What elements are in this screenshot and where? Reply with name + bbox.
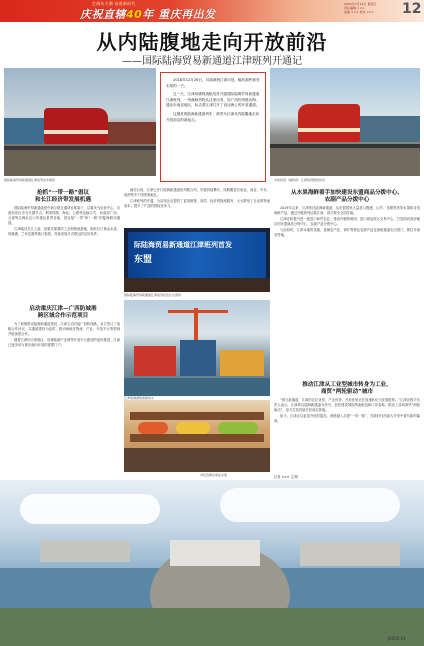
body-paragraph: 如今，江津正以更加开放的姿态，深度融入共建“一带一路”，在新时代西部大开发中谱写新的篇章。 [274, 414, 420, 423]
freight-wagons [360, 116, 420, 142]
body-paragraph: 2019年以来，江津依托陆海新通道，从东盟国家大量进口榴莲、山竹、龙眼等热带水果和各类海鲜产品，通过冷链班列运抵江津，再分拨至全国各地。 [274, 206, 420, 215]
harbor-photo [124, 300, 270, 396]
aerial-city-photo [0, 480, 424, 646]
riverbank [0, 608, 424, 646]
locomotive-stripe [44, 130, 108, 134]
port-crane-arm [168, 310, 228, 313]
city-district [300, 542, 400, 566]
section-body-dual-drive [274, 398, 420, 472]
fruit-display [218, 422, 258, 434]
masthead-title-number: 40 [126, 8, 143, 21]
container-stack [220, 350, 264, 376]
center-body-text [124, 188, 270, 226]
market-shelf [130, 434, 264, 442]
body-paragraph: 与此同时，江津本地的花椒、富硒农产品、茶叶等特色农副产品也借助通道走出国门，销往东南亚等地。 [274, 228, 420, 237]
river-water [124, 378, 270, 396]
locomotive-stripe [298, 128, 360, 132]
container-wagon [108, 122, 156, 144]
launch-ceremony-photo [124, 228, 270, 292]
page-code: J0005-01 [388, 636, 406, 641]
section-body-belt-road [8, 206, 120, 302]
masthead-date-line: 2025年3月14日 星期五 [344, 2, 377, 6]
cloud [220, 488, 400, 522]
train-photo-right [270, 68, 420, 176]
ground [4, 150, 156, 176]
screen-subline: 东盟 [134, 255, 153, 265]
screen-headline: 际陆海贸易新通道江津班列首发 [134, 241, 232, 249]
byline: 记者 ××× 文/图 [274, 475, 298, 479]
masthead-date-block [344, 2, 404, 14]
page-number: 12 [402, 1, 422, 17]
locomotive [298, 104, 360, 142]
masthead-editor-line: 责任编辑 ××× [344, 6, 365, 10]
masthead-banner [0, 0, 424, 22]
masthead-slogan: 壮阔东方潮 奋进新时代 [92, 1, 136, 6]
cloud [20, 494, 160, 524]
shoppers [124, 448, 270, 472]
city-district [170, 540, 260, 566]
stage [124, 278, 270, 292]
container-wagon [4, 118, 44, 144]
lead-paragraph: 这一天，江津珞璜物流枢纽首开通国际陆海贸易新通道江津班列，一列满载货物从这里出发，经广西钦州港出海，通达东南亚地区，标志着江津打开了直达海上的开放通道。 [166, 92, 260, 108]
fruit-display [138, 422, 168, 434]
body-paragraph: 随着江津综合保税区、珞璜临港产业城等开放平台建设的加快推进，江津已逐步成为重庆南向开放的重要门户。 [8, 338, 120, 347]
market-photo [124, 400, 270, 472]
train-photo-left-caption: 国际陆海贸易新通道江津班列发车现场 [4, 178, 56, 182]
body-paragraph: 江津地处长江上游，是重庆重要的工业和物流基地，拥有长江黄金水道、珞璜港、兰家沱港等港口资源，具备发展多式联运的良好条件。 [8, 227, 120, 236]
sub-headline: ——国际陆海贸易新通道江津班列开通记 [122, 56, 302, 67]
lead-paragraph-box [160, 72, 266, 182]
train-photo-left [4, 68, 156, 176]
port-crane [194, 308, 198, 342]
masthead-title [80, 6, 216, 22]
lead-paragraph: 这趟首班陆海新通道列车，被誉为江津从内陆腹地走向开放前沿的新起点。 [166, 111, 260, 122]
ground [270, 148, 420, 176]
body-paragraph: 截至目前，江津已开行陆海新通道班列数百列，货值持续攀升，线路覆盖东南亚、南亚、中东、欧洲等多个国家和地区。 [124, 188, 270, 197]
container-stack [180, 340, 216, 376]
section-body-fangchenggang [8, 322, 120, 472]
body-paragraph: 为了积极推动陆海新通道建设，江津主动对接广西防城港，双方签订了战略合作协议，以通道建设为纽带，推动两地在物流、产业、开放平台等领域开展深度合作。 [8, 322, 120, 336]
body-paragraph: 江津班列的开通，为沿线企业提供了更加便捷、高效、经济的物流服务，大大降低了企业的物流成本，提升了产品的国际竞争力。 [124, 199, 270, 208]
container-stack [134, 346, 176, 376]
section-body-asean-hub [274, 206, 420, 378]
fruit-display [176, 422, 210, 434]
masthead-title-part2: 年 重庆再出发 [142, 8, 216, 21]
main-headline: 从内陆腹地走向开放前沿 [96, 30, 328, 54]
locomotive [44, 108, 108, 144]
masthead-title-part1: 庆祝直辖 [80, 8, 126, 21]
section-title-asean-hub: 从水果海鲜着手加快建设东盟商品分拨中心、 农副产品分拨中心 [291, 190, 403, 203]
train-photo-right-caption: 中欧班列（渝新欧）江津班列整装待发 [274, 178, 326, 182]
launch-ceremony-caption: 国际陆海贸易新通道江津班列首发仪式现场 [124, 293, 182, 297]
body-paragraph: 江津还积极引进一批进口商贸企业，建设冷链物流园、进口商品展示交易中心，打造面向西部地区的东盟商品分拨中心、农副产品分拨中心。 [274, 217, 420, 226]
masthead-designer-line: 美编 ××× 校对 ××× [344, 10, 374, 14]
harbor-caption: 江津珞璜港集装箱码头 [124, 396, 155, 400]
body-paragraph: 国际陆海贸易新通道是中新互联互通项目框架下，以重庆为运营中心，各西部省区市为关键节点，利用铁路、海运、公路等运输方式，向南经广西、云南等沿海沿边口岸通达世界各地，是连接“一带”和“一路”的陆海联动通道。 [8, 206, 120, 225]
body-paragraph: “借力新通道，江津的区位优势、产业优势、开放优势正在加速转化为发展胜势。”江津区相关负责人表示，江津将以陆海新通道为牵引，加快建设国际物流枢纽和口岸高地，推动工业和商贸“两轮驱动”，奋力打造内陆开放前沿阵地。 [274, 398, 420, 412]
lead-paragraph: 2018年12月26日，对渝津两江津可是。幅有那些被发未知的一天。 [166, 78, 260, 88]
section-title-dual-drive: 推动江津从工业型城市转身为工业、 商贸“两轮驱动”城市 [302, 382, 392, 395]
city-district [40, 540, 130, 562]
market-caption: 市民选购东南亚水果 [200, 473, 228, 477]
market-shelf [130, 412, 264, 420]
section-title-belt-road: 抢抓“一带一路”倡议 和长江经济带发展机遇 [35, 190, 91, 203]
section-title-fangchenggang: 启动重庆江津—广西防城港 跨区域合作示范项目 [29, 306, 97, 319]
